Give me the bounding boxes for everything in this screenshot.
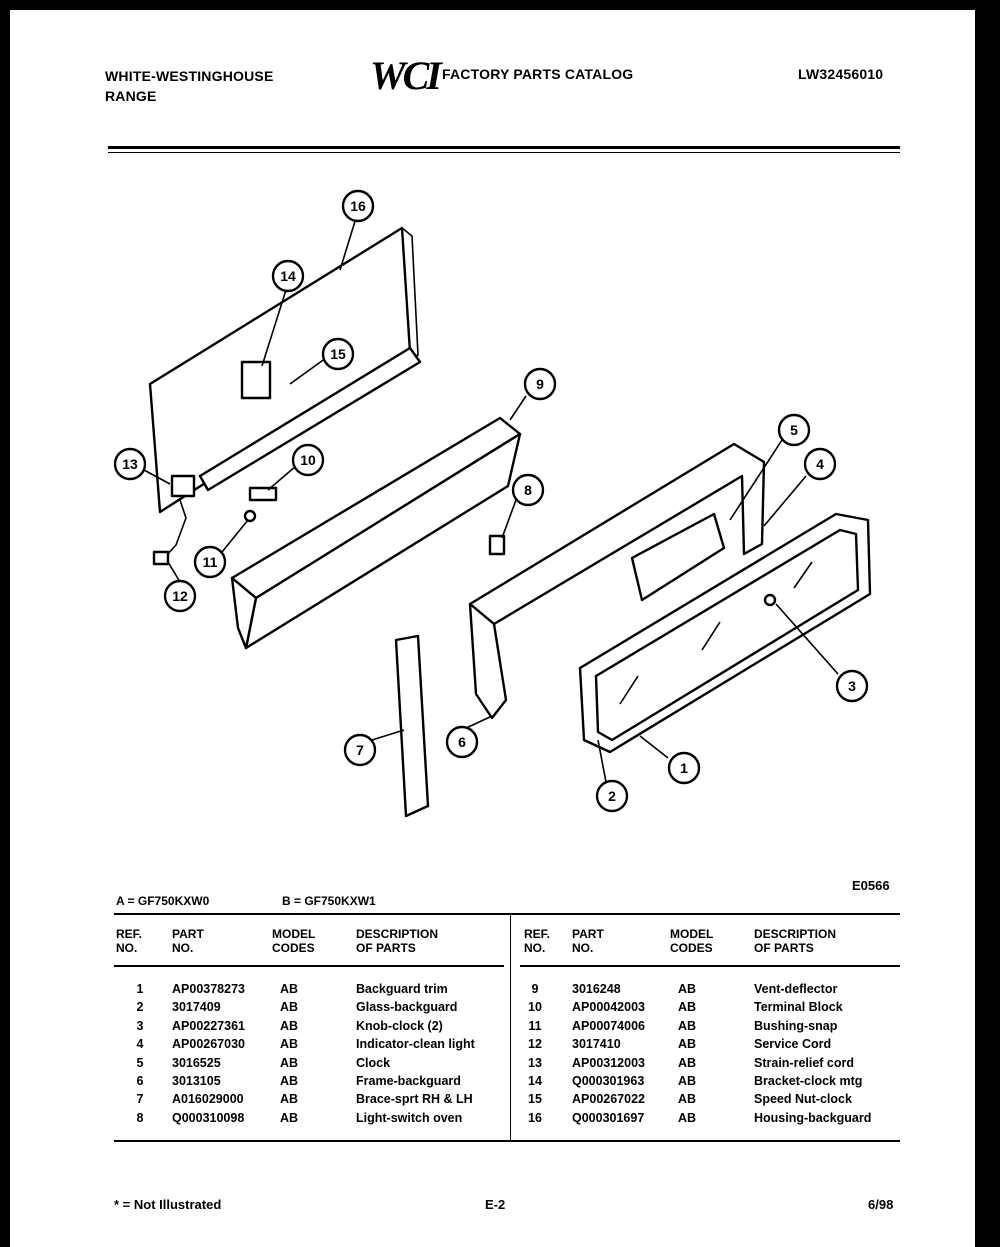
- table-cell: 3013105: [172, 1073, 221, 1088]
- header-ref-no: REF. NO.: [116, 927, 143, 955]
- table-cell: 3017410: [572, 1037, 621, 1052]
- table-cell: Clock: [356, 1055, 391, 1070]
- table-cell: 14: [528, 1073, 542, 1088]
- brand-line-1: WHITE-WESTINGHOUSE: [105, 68, 274, 84]
- table-cell: AB: [280, 1092, 299, 1107]
- right-codes-column: [678, 980, 696, 1127]
- brand-line-2: RANGE: [105, 88, 157, 104]
- table-cell: Backguard trim: [356, 982, 448, 996]
- table-cell: Terminal Block: [754, 1000, 843, 1015]
- header-description: DESCRIPTION OF PARTS: [356, 927, 439, 955]
- header-part-no-right: PART NO.: [572, 927, 604, 955]
- model-b-label: B = GF750KXW1: [282, 894, 376, 908]
- wci-logo: WCI: [370, 53, 439, 98]
- table-cell: 3: [136, 1018, 144, 1033]
- table-cell: Bracket-clock mtg: [754, 1073, 863, 1088]
- callout-6: [447, 727, 477, 757]
- table-cell: AP00267022: [572, 1092, 645, 1107]
- table-cell: Service Cord: [754, 1037, 832, 1052]
- svg-text:1: 1: [680, 760, 688, 776]
- catalog-title: FACTORY PARTS CATALOG: [442, 66, 634, 82]
- table-cell: 10: [528, 1000, 542, 1015]
- callout-1: [669, 753, 699, 783]
- table-cell: 11: [528, 1018, 542, 1033]
- table-cell: AB: [280, 982, 299, 996]
- table-cell: AB: [280, 1037, 299, 1052]
- table-cell: 16: [528, 1110, 542, 1125]
- callout-12: [165, 581, 195, 611]
- table-cell: 9: [531, 982, 539, 996]
- callout-3: [837, 671, 867, 701]
- table-bottom-rule: [114, 1140, 900, 1142]
- table-cell: Bushing-snap: [754, 1018, 838, 1033]
- table-cell: A016029000: [172, 1092, 244, 1107]
- svg-text:8: 8: [524, 482, 532, 498]
- catalog-page: [10, 10, 975, 1247]
- callout-4: [805, 449, 835, 479]
- svg-text:13: 13: [122, 456, 138, 472]
- header-part-no: PART NO.: [172, 927, 204, 955]
- table-cell: Strain-relief cord: [754, 1055, 855, 1070]
- left-codes-column: [280, 980, 298, 1127]
- table-cell: Speed Nut-clock: [754, 1092, 852, 1107]
- table-cell: Q000301963: [572, 1073, 645, 1088]
- table-cell: Vent-deflector: [754, 982, 838, 996]
- header-model-codes: MODEL CODES: [272, 927, 316, 955]
- table-cell: Q000301697: [572, 1110, 645, 1125]
- table-cell: 4: [136, 1037, 144, 1052]
- callout-14: [273, 261, 303, 291]
- svg-text:5: 5: [790, 422, 798, 438]
- table-cell: AB: [678, 1055, 697, 1070]
- table-cell: AB: [678, 1037, 697, 1052]
- table-cell: AB: [678, 1092, 697, 1107]
- callout-7: [345, 735, 375, 765]
- table-cell: Brace-sprt RH & LH: [356, 1092, 473, 1107]
- table-cell: AP00378273: [172, 982, 245, 996]
- table-cell: AB: [678, 1018, 697, 1033]
- callout-13: [115, 449, 145, 479]
- header-rule-right: [520, 965, 900, 967]
- bracket-clock-part: [242, 362, 270, 398]
- svg-text:6: 6: [458, 734, 466, 750]
- table-cell: AB: [678, 1110, 697, 1125]
- table-cell: 1: [136, 982, 144, 996]
- svg-text:11: 11: [202, 554, 218, 570]
- table-cell: Knob-clock (2): [356, 1018, 443, 1033]
- callout-8: [513, 475, 543, 505]
- table-cell: AB: [678, 982, 697, 996]
- table-cell: AP00267030: [172, 1037, 245, 1052]
- right-desc-column: [754, 980, 871, 1127]
- table-cell: Q000310098: [172, 1110, 245, 1125]
- table-divider: [510, 915, 511, 1140]
- table-cell: AB: [280, 1073, 299, 1088]
- callout-11: [195, 547, 225, 577]
- svg-text:12: 12: [172, 588, 188, 604]
- table-cell: AB: [678, 1000, 697, 1015]
- page-date: 6/98: [868, 1197, 894, 1212]
- table-cell: 2: [136, 1000, 144, 1015]
- document-number: LW32456010: [798, 66, 884, 82]
- table-cell: Frame-backguard: [356, 1073, 461, 1088]
- table-cell: 7: [136, 1092, 144, 1107]
- model-a-label: A = GF750KXW0: [116, 894, 210, 908]
- table-cell: AB: [280, 1110, 299, 1125]
- table-cell: 5: [136, 1055, 144, 1070]
- header-model-codes-right: MODEL CODES: [670, 927, 714, 955]
- table-cell: AP00227361: [172, 1018, 245, 1033]
- table-cell: 3016248: [572, 982, 621, 996]
- not-illustrated-note: * = Not Illustrated: [114, 1197, 222, 1212]
- table-cell: Light-switch oven: [356, 1110, 463, 1125]
- svg-text:3: 3: [848, 678, 856, 694]
- table-cell: 3017409: [172, 1000, 221, 1015]
- table-cell: Indicator-clean light: [356, 1037, 475, 1052]
- svg-text:16: 16: [350, 198, 366, 214]
- callout-16: [343, 191, 373, 221]
- table-cell: AB: [280, 1055, 299, 1070]
- callout-2: [597, 781, 627, 811]
- right-ref-column: [524, 980, 546, 1127]
- svg-text:15: 15: [330, 346, 346, 362]
- diagram-code: E0566: [852, 878, 890, 893]
- callout-5: [779, 415, 809, 445]
- table-cell: 8: [136, 1110, 144, 1125]
- svg-text:14: 14: [280, 268, 296, 284]
- table-cell: AP00074006: [572, 1018, 645, 1033]
- exploded-parts-diagram: [10, 10, 975, 870]
- table-cell: AP00312003: [572, 1055, 645, 1070]
- right-part-column: [572, 980, 645, 1127]
- callout-10: [293, 445, 323, 475]
- table-cell: AP00042003: [572, 1000, 645, 1015]
- left-part-column: [172, 980, 245, 1127]
- svg-text:10: 10: [300, 452, 316, 468]
- table-cell: 12: [528, 1037, 542, 1052]
- table-cell: Housing-backguard: [754, 1110, 872, 1125]
- table-cell: 15: [528, 1092, 542, 1107]
- header-description-right: DESCRIPTION OF PARTS: [754, 927, 837, 955]
- svg-text:2: 2: [608, 788, 616, 804]
- left-desc-column: [356, 980, 475, 1127]
- header-ref-no-right: REF. NO.: [524, 927, 551, 955]
- brace-support-part: [396, 636, 428, 816]
- header-rule-left: [114, 965, 504, 967]
- table-cell: Glass-backguard: [356, 1000, 458, 1015]
- table-cell: AB: [280, 1000, 299, 1015]
- svg-text:9: 9: [536, 376, 544, 392]
- svg-text:7: 7: [356, 742, 364, 758]
- table-top-rule: [114, 913, 900, 915]
- left-ref-column: [132, 980, 148, 1127]
- table-cell: 6: [136, 1073, 144, 1088]
- svg-text:4: 4: [816, 456, 824, 472]
- callout-15: [323, 339, 353, 369]
- table-cell: AB: [678, 1073, 697, 1088]
- table-cell: 3016525: [172, 1055, 221, 1070]
- table-cell: 13: [528, 1055, 542, 1070]
- page-number: E-2: [485, 1197, 506, 1212]
- callout-9: [525, 369, 555, 399]
- table-cell: AB: [280, 1018, 299, 1033]
